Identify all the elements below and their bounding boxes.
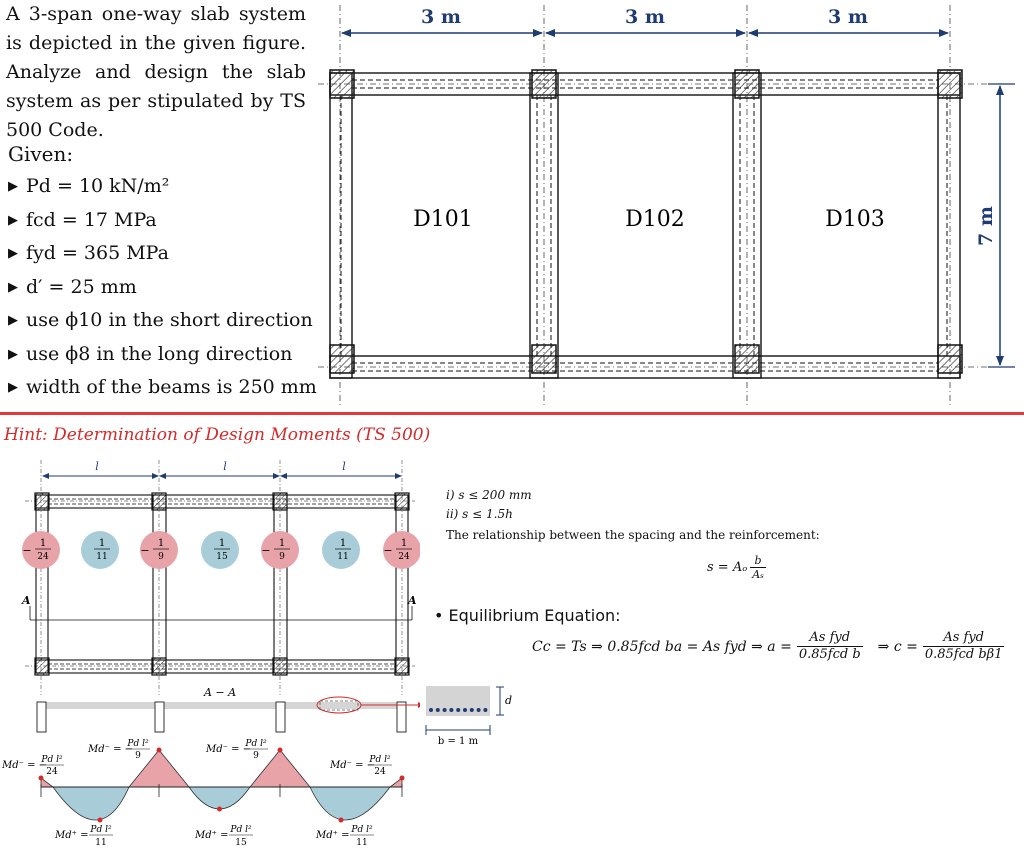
positive-moment-label — [194, 825, 253, 848]
given-item: ▶ fcd = 17 MPa — [8, 204, 317, 238]
negative-moment-point — [400, 776, 405, 781]
relationship-text: The relationship between the spacing and the reinforcement: — [446, 528, 820, 542]
extension-lines — [318, 5, 1015, 405]
rebar — [483, 708, 487, 712]
coefficient-denominator: 24 — [398, 552, 410, 562]
negative-moment-point — [39, 776, 44, 781]
coefficient-denominator: 9 — [158, 552, 164, 562]
coefficient-numerator: 1 — [98, 538, 106, 549]
coefficient-sign: − — [140, 544, 150, 557]
moment-lhs: Md⁻ = − — [206, 744, 252, 755]
moment-coefficient-diagram — [0, 440, 420, 854]
moment-numerator: Pd l² — [90, 825, 112, 835]
moment-lhs: Md⁻ = − — [2, 760, 48, 771]
section-divider — [0, 412, 1024, 415]
coefficient-numerator: 1 — [400, 538, 408, 549]
slab-label: D101 — [413, 207, 473, 232]
positive-moment-point — [217, 807, 222, 812]
coefficient-circle — [322, 531, 360, 569]
moment-numerator: Pd l² — [369, 755, 391, 765]
bullet-icon: ▶ — [8, 380, 18, 396]
given-item: ▶ Pd = 10 kN/m² — [8, 170, 317, 204]
column — [35, 658, 49, 675]
moment-denominator: 15 — [235, 838, 247, 848]
slab-plan-drawing — [0, 0, 1024, 412]
given-item: ▶ use ϕ8 in the long direction — [8, 338, 317, 372]
bullet-icon: ▶ — [8, 346, 18, 362]
given-item: ▶ width of the beams is 250 mm — [8, 371, 317, 405]
rebar — [443, 708, 447, 712]
coefficient-sign: − — [22, 544, 32, 557]
column — [330, 70, 354, 98]
negative-moment-label — [87, 739, 150, 761]
coefficient-circle — [261, 531, 299, 569]
coefficient-numerator: 1 — [39, 538, 47, 549]
negative-moment-label — [205, 739, 268, 761]
positive-moment-point — [339, 818, 344, 823]
column — [273, 658, 287, 675]
positive-moment-point — [98, 818, 103, 823]
column — [938, 70, 962, 98]
moment-denominator: 11 — [356, 838, 368, 848]
slab-label: D103 — [825, 207, 885, 232]
moment-numerator: Pd l² — [127, 739, 149, 749]
section-title: A − A — [203, 686, 237, 699]
given-label: Given: — [8, 142, 74, 166]
positive-moment-region — [189, 787, 250, 809]
coefficient-numerator: 1 — [278, 538, 286, 549]
spacing-rule-2: ii) s ≤ 1.5h — [446, 507, 513, 521]
span-label: 3 m — [421, 6, 461, 28]
column — [35, 493, 49, 510]
problem-statement: A 3-span one-way slab system is depicted in the given figure. Analyze and design the slab system as per stipulated by TS 500 Code. — [6, 3, 306, 141]
bullet-icon: ▶ — [8, 179, 18, 195]
section-mark: A — [22, 594, 31, 607]
coefficient-denominator: 11 — [96, 552, 108, 562]
rebar — [449, 708, 453, 712]
span-label: l — [95, 460, 99, 473]
given-item: ▶ fyd = 365 MPa — [8, 237, 317, 271]
moment-lhs: Md⁻ = − — [330, 760, 376, 771]
moment-lhs: Md⁺ = — [55, 830, 89, 841]
coefficient-circle — [140, 531, 178, 569]
bullet-icon: ▶ — [8, 279, 18, 295]
given-item: ▶ d′ = 25 mm — [8, 271, 317, 305]
coefficient-numerator: 1 — [339, 538, 347, 549]
rebar — [477, 708, 481, 712]
beams — [36, 495, 408, 673]
height-label: 7 m — [975, 206, 997, 246]
bullet-icon: • — [434, 606, 444, 625]
column — [330, 345, 354, 373]
columns — [35, 493, 409, 675]
span-label: l — [223, 460, 227, 473]
column — [395, 493, 409, 510]
moment-denominator: 11 — [95, 838, 107, 848]
hint-title: Hint: Determination of Design Moments (TS 500) — [4, 425, 431, 445]
width-label: b = 1 m — [437, 736, 479, 747]
moment-diagram — [1, 739, 405, 848]
moment-denominator: 9 — [135, 751, 141, 761]
coefficient-circle — [81, 531, 119, 569]
equilibrium-equation: Cc = Ts ⇒ 0.85fcd ba = As fyd ⇒ a = As fyd 0.85fcd b ⇒ c = As fyd 0.85fcd bβ1 — [532, 630, 1003, 662]
coefficient-denominator: 9 — [279, 552, 285, 562]
column — [532, 345, 556, 373]
moment-numerator: Pd l² — [351, 825, 373, 835]
hidden-lines — [48, 499, 396, 669]
moment-denominator: 24 — [46, 767, 58, 777]
given-item: ▶ use ϕ10 in the short direction — [8, 304, 317, 338]
negative-moment-point — [157, 748, 162, 753]
coefficient-sign: − — [261, 544, 271, 557]
moment-numerator: Pd l² — [230, 825, 252, 835]
coefficient-numerator: 1 — [218, 538, 226, 549]
coefficient-numerator: 1 — [157, 538, 165, 549]
negative-moment-label — [329, 755, 392, 777]
moment-lhs: Md⁻ = − — [88, 744, 134, 755]
rebar — [429, 708, 433, 712]
column — [152, 493, 166, 510]
slab-section — [42, 702, 400, 709]
column — [273, 493, 287, 510]
moment-numerator: Pd l² — [41, 755, 63, 765]
equilibrium-title: • Equilibrium Equation: — [434, 606, 621, 625]
moment-lhs: Md⁺ = — [195, 830, 229, 841]
positive-moment-region — [310, 787, 390, 820]
coefficient-denominator: 15 — [216, 552, 228, 562]
moment-numerator: Pd l² — [245, 739, 267, 749]
bullet-icon: ▶ — [8, 313, 18, 329]
coefficient-circle — [22, 531, 60, 569]
positive-moment-label — [315, 825, 374, 848]
spacing-equation: s = Aₒ b Aₛ — [707, 554, 764, 581]
section-mark: A — [408, 594, 417, 607]
coefficient-circle — [201, 531, 239, 569]
coefficient-circles — [22, 531, 420, 569]
column — [395, 658, 409, 675]
coefficient-denominator: 11 — [337, 552, 349, 562]
coefficient-denominator: 24 — [37, 552, 49, 562]
spacing-rule-1: i) s ≤ 200 mm — [446, 488, 532, 502]
column — [152, 658, 166, 675]
slab-label: D102 — [625, 207, 685, 232]
column — [532, 70, 556, 98]
moment-denominator: 9 — [253, 751, 259, 761]
bullet-icon: ▶ — [8, 212, 18, 228]
column — [735, 70, 759, 98]
span-label: 3 m — [828, 6, 868, 28]
rebar — [470, 708, 474, 712]
depth-label: d — [505, 694, 513, 707]
negative-moment-point — [278, 748, 283, 753]
section-detail — [420, 680, 520, 750]
span-label: 3 m — [625, 6, 665, 28]
negative-moment-region — [250, 750, 310, 787]
bullet-icon: ▶ — [8, 246, 18, 262]
negative-moment-label — [1, 755, 64, 777]
moment-denominator: 24 — [374, 767, 386, 777]
span-label: l — [342, 460, 346, 473]
rebar — [436, 708, 440, 712]
rebar — [456, 708, 460, 712]
column — [735, 345, 759, 373]
positive-moment-region — [53, 787, 129, 820]
rebars — [429, 708, 487, 712]
coefficient-sign: − — [383, 544, 393, 557]
column — [938, 345, 962, 373]
positive-moment-label — [54, 825, 113, 848]
moment-lhs: Md⁺ = — [316, 830, 350, 841]
rebar — [463, 708, 467, 712]
coefficient-circle — [383, 531, 420, 569]
